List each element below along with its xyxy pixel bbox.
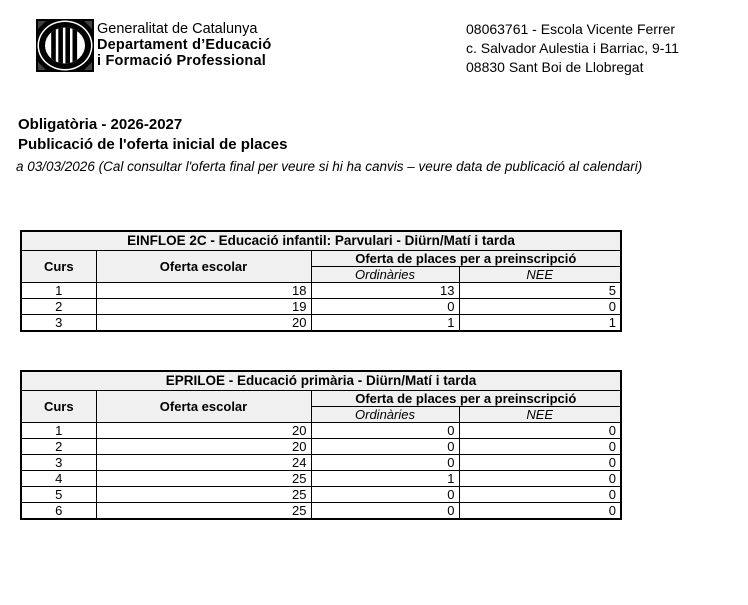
cell-nee: 0	[459, 422, 621, 438]
cell-curs: 2	[21, 438, 96, 454]
cell-oferta: 25	[96, 470, 311, 486]
cell-oferta: 19	[96, 298, 311, 314]
cell-nee: 0	[459, 454, 621, 470]
cell-curs: 3	[21, 314, 96, 331]
cell-nee: 5	[459, 282, 621, 298]
school-city: 08830 Sant Boi de Llobregat	[466, 59, 644, 75]
table-title: EPRILOE - Educació primària - Diürn/Matí i tarda	[21, 371, 621, 390]
cell-oferta: 18	[96, 282, 311, 298]
cell-curs: 6	[21, 502, 96, 519]
cell-oferta: 20	[96, 422, 311, 438]
col-header-group-preinscripcio: Oferta de places per a preinscripció	[311, 250, 621, 266]
cell-ordinaries: 13	[311, 282, 459, 298]
cell-nee: 0	[459, 470, 621, 486]
cell-ordinaries: 1	[311, 470, 459, 486]
table-row	[21, 502, 621, 519]
table-title-row	[21, 231, 621, 250]
col-header-curs: Curs	[21, 250, 96, 282]
cell-oferta: 25	[96, 502, 311, 519]
cell-curs: 3	[21, 454, 96, 470]
cell-nee: 1	[459, 314, 621, 331]
table-row	[21, 438, 621, 454]
table-educacio-infantil	[20, 230, 622, 332]
cell-curs: 2	[21, 298, 96, 314]
cell-curs: 1	[21, 422, 96, 438]
org-name-line2: Departament d’Educació	[97, 37, 272, 53]
cell-ordinaries: 0	[311, 298, 459, 314]
cell-ordinaries: 0	[311, 502, 459, 519]
school-address-block	[466, 20, 679, 77]
senyera-icon	[36, 19, 94, 72]
page-title-stage-year: Obligatòria - 2026-2027	[18, 116, 183, 133]
cell-nee: 0	[459, 486, 621, 502]
cell-curs: 4	[21, 470, 96, 486]
table-row	[21, 314, 621, 331]
table-header-row	[21, 390, 621, 406]
school-code-name: 08063761 - Escola Vicente Ferrer	[466, 21, 676, 37]
cell-ordinaries: 0	[311, 486, 459, 502]
cell-nee: 0	[459, 502, 621, 519]
org-name-line1: Generalitat de Catalunya	[97, 21, 258, 37]
generalitat-senyera-logo	[36, 19, 94, 72]
cell-oferta: 25	[96, 486, 311, 502]
cell-ordinaries: 1	[311, 314, 459, 331]
cell-ordinaries: 0	[311, 438, 459, 454]
school-street: c. Salvador Aulestia i Barriac, 9-11	[466, 40, 679, 56]
cell-curs: 5	[21, 486, 96, 502]
col-header-ordinaries: Ordinàries	[311, 266, 459, 282]
cell-nee: 0	[459, 298, 621, 314]
table-header-row	[21, 250, 621, 266]
date-note: a 03/03/2026 (Cal consultar l'oferta final per veure si hi ha canvis – veure data de publicació al calendari)	[16, 159, 643, 174]
cell-nee: 0	[459, 438, 621, 454]
table-row	[21, 422, 621, 438]
org-name-line3: i Formació Professional	[97, 53, 266, 69]
cell-ordinaries: 0	[311, 422, 459, 438]
cell-oferta: 20	[96, 438, 311, 454]
col-header-nee: NEE	[459, 266, 621, 282]
col-header-ordinaries: Ordinàries	[311, 406, 459, 422]
table-row	[21, 470, 621, 486]
col-header-nee: NEE	[459, 406, 621, 422]
cell-ordinaries: 0	[311, 454, 459, 470]
cell-oferta: 20	[96, 314, 311, 331]
col-header-curs: Curs	[21, 390, 96, 422]
cell-curs: 1	[21, 282, 96, 298]
table-row	[21, 454, 621, 470]
table-row	[21, 486, 621, 502]
table-educacio-primaria	[20, 370, 622, 520]
table-row	[21, 282, 621, 298]
table-title: EINFLOE 2C - Educació infantil: Parvulari - Diürn/Matí i tarda	[21, 231, 621, 250]
col-header-oferta-escolar: Oferta escolar	[96, 390, 311, 422]
col-header-group-preinscripcio: Oferta de places per a preinscripció	[311, 390, 621, 406]
page-title-publication: Publicació de l'oferta inicial de places	[18, 136, 288, 153]
table-title-row	[21, 371, 621, 390]
cell-oferta: 24	[96, 454, 311, 470]
org-name-block	[97, 21, 271, 69]
table-row	[21, 298, 621, 314]
col-header-oferta-escolar: Oferta escolar	[96, 250, 311, 282]
